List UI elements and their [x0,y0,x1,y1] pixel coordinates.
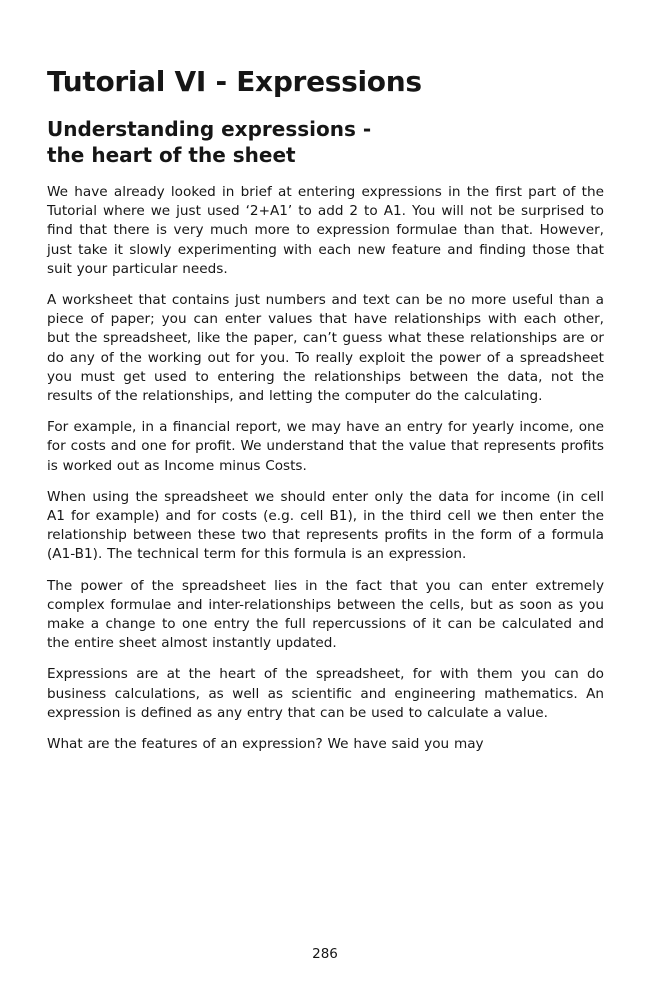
document-page [47,64,604,766]
paragraph-1: We have already looked in brief at entering expressions in the first part of the Tutorial where we just used ‘2+A1’ to add 2 to A1. You will not be surprised to find that there is very much more to expression formulae than that. However, just take it slowly experimenting with each new feature and finding those that suit your particular needs. [47,184,604,277]
section-title-line-1: Understanding expressions - [47,117,372,141]
section-title [47,116,604,168]
paragraph-5: The power of the spreadsheet lies in the fact that you can enter extremely complex formulae and inter-relationships between the cells, but as soon as you make a change to one entry the full repercussions of it can be calculated and the entire sheet almost instantly updated. [47,577,604,652]
paragraph-2: A worksheet that contains just numbers and text can be no more useful than a piece of paper; you can enter values that have relationships with each other, but the spreadsheet, like the paper, can’t guess what these relationships are or do any of the working out for you. To really exploit the power of a spreadsheet you must get used to entering the relationships between the data, not the results of the relationships, and letting the computer do the calculating. [47,292,604,405]
paragraph-3: For example, in a financial report, we may have an entry for yearly income, one for costs and one for profit. We understand that the value that represents profits is worked out as Income minus Costs. [47,419,604,474]
paragraph-7: What are the features of an expression? We have said you may [47,736,484,753]
page-number: 286 [312,946,338,962]
section-title-line-2: the heart of the sheet [47,143,296,167]
paragraph-4: When using the spreadsheet we should enter only the data for income (in cell A1 for example) and for costs (e.g. cell B1), in the third cell we then enter the relationship between these two that represents profits in the form of a formula (A1-B1). The technical term for this formula is an expression. [47,488,604,563]
paragraph-6: Expressions are at the heart of the spreadsheet, for with them you can do business calculations, as well as scientific and engineering mathematics. An expression is defined as any entry that can be used to calculate a value. [47,666,604,721]
chapter-title: Tutorial VI - Expressions [47,65,422,98]
